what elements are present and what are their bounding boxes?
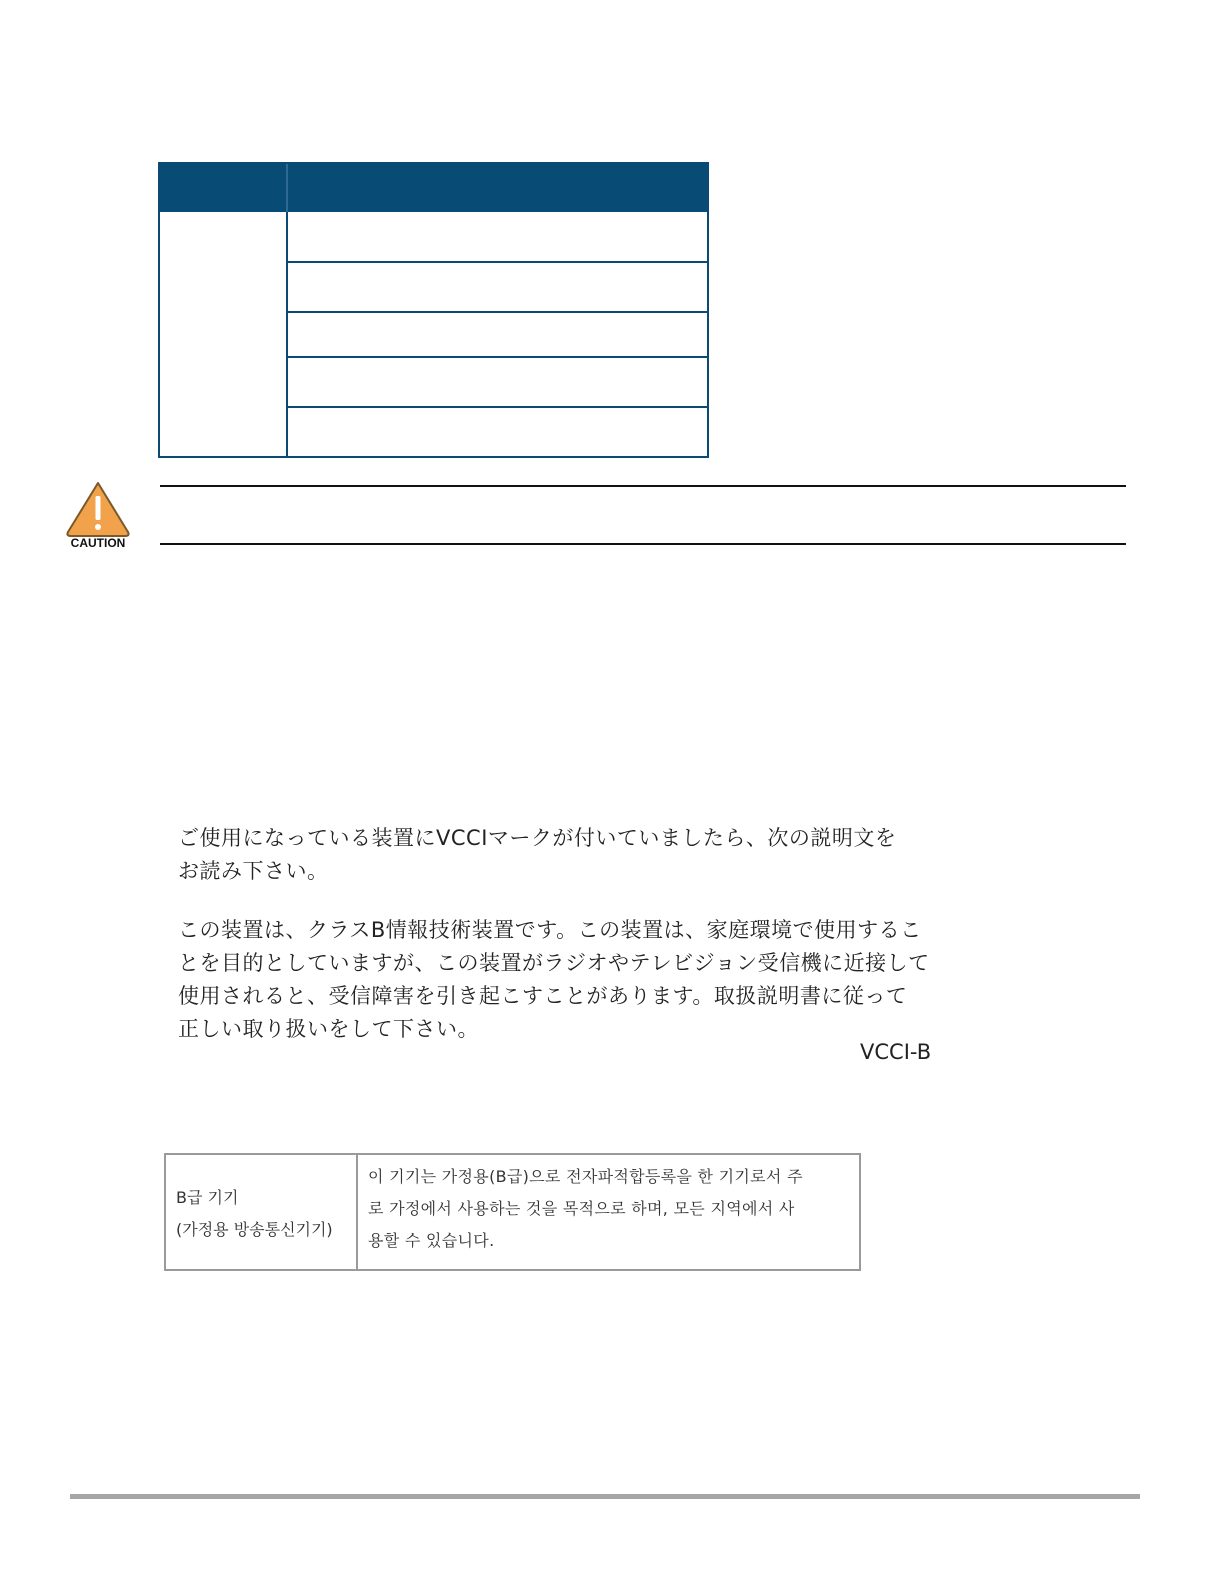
kcc-class-cell: [166, 1155, 358, 1269]
kcc-statement-line: 로 가정에서 사용하는 것을 목적으로 하며, 모든 지역에서 사: [368, 1199, 795, 1218]
kcc-statement-line: 이 기기는 가정용(B급)으로 전자파적합등록을 한 기기로서 주: [368, 1167, 803, 1186]
vcci-notice: [178, 822, 958, 1046]
spec-column-divider: [286, 212, 288, 456]
vcci-line: この装置は、クラスB情報技術装置です。この装置は、家庭環境で使用するこ: [178, 918, 922, 942]
kcc-class-label: B급 기기: [176, 1188, 239, 1207]
vcci-line: とを目的としていますが、この装置がラジオやテレビジョン受信機に近接して: [178, 951, 930, 975]
caution-top-rule: [160, 485, 1126, 487]
vcci-line: お読み下さい。: [178, 859, 329, 883]
caution-icon-label: CAUTION: [70, 536, 126, 550]
vcci-line: 使用されると、受信障害を引き起こすことがあります。取扱説明書に従って: [178, 984, 908, 1008]
kcc-class-sublabel: (가정용 방송통신기기): [176, 1220, 333, 1239]
footer-rule: [70, 1494, 1140, 1499]
spec-table: [158, 162, 709, 458]
spec-row-divider: [286, 311, 707, 313]
vcci-class-mark: VCCI-B: [860, 1040, 932, 1064]
spec-table-header: [160, 164, 707, 212]
kcc-notice-box: [164, 1153, 861, 1271]
spec-header-divider: [286, 164, 288, 212]
paragraph-gap: [178, 888, 958, 914]
kcc-statement-cell: [368, 1161, 854, 1257]
caution-icon: [62, 478, 134, 550]
kcc-statement-line: 용할 수 있습니다.: [368, 1231, 495, 1250]
vcci-line: 正しい取り扱いをして下さい。: [178, 1017, 479, 1041]
caution-bottom-rule: [160, 543, 1126, 545]
spec-row-divider: [286, 261, 707, 263]
vcci-line: ご使用になっている装置にVCCIマークが付いていましたら、次の説明文を: [178, 826, 897, 850]
spec-row-divider: [286, 406, 707, 408]
spec-row-divider: [286, 356, 707, 358]
